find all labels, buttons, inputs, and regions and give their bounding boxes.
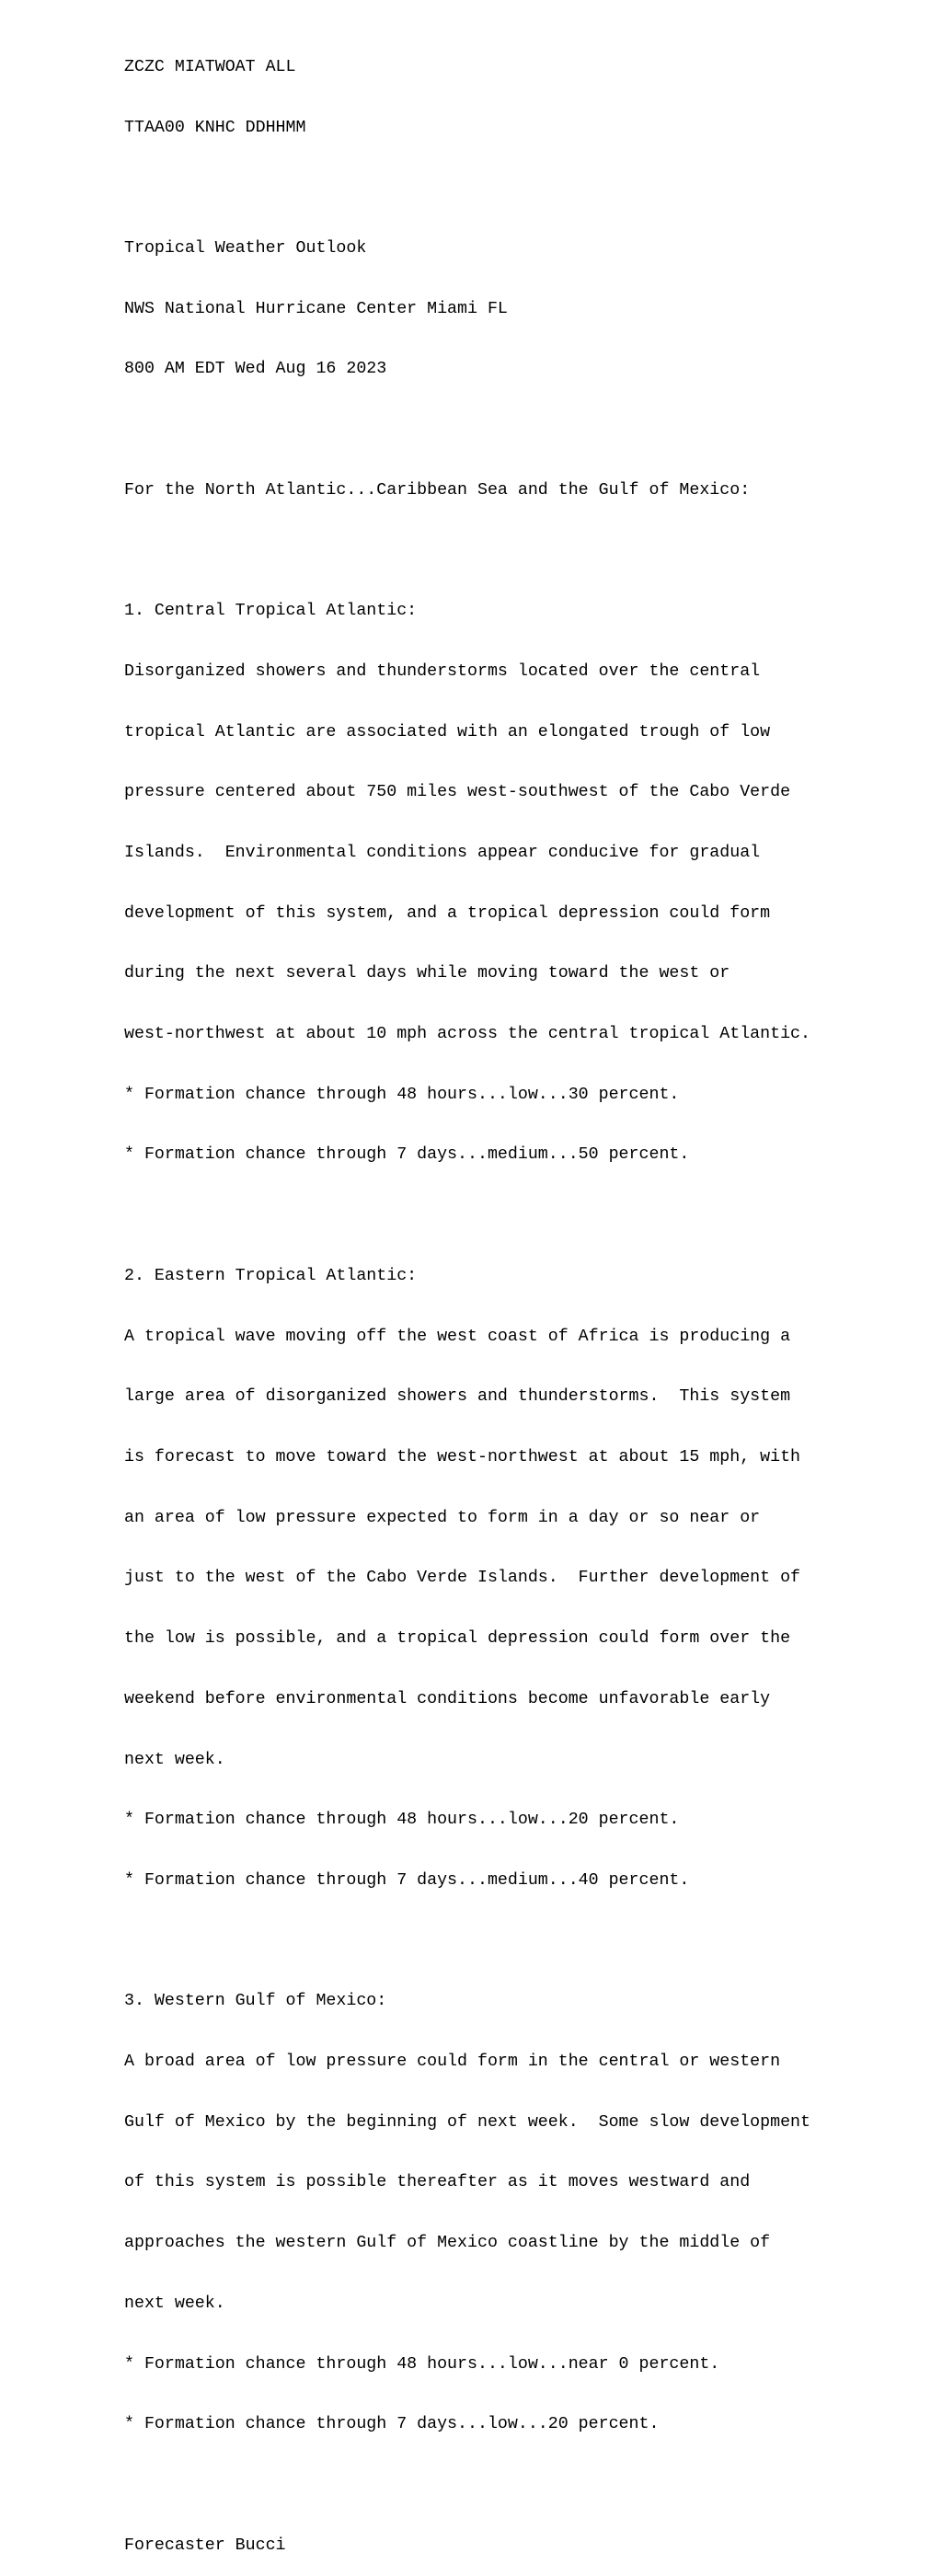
area-1-text: Disorganized showers and thunderstorms located over the central: [124, 661, 761, 681]
blank-line: [124, 2476, 934, 2496]
area-1-text: pressure centered about 750 miles west-southwest of the Cabo Verde: [124, 783, 791, 802]
area-1-text: west-northwest at about 10 mph across the central tropical Atlantic.: [124, 1025, 810, 1044]
issue-time: 800 AM EDT Wed Aug 16 2023: [124, 360, 387, 379]
area-2-text: an area of low pressure expected to form in a day or so near or: [124, 1508, 761, 1527]
area-3-text: Gulf of Mexico by the beginning of next week. Some slow development: [124, 2112, 810, 2132]
area-1-text: during the next several days while moving toward the west or: [124, 964, 730, 983]
blank-line: [124, 541, 934, 561]
area-2-text: just to the west of the Cabo Verde Islands. Further development of: [124, 1569, 801, 1588]
area-3-chance-7d: * Formation chance through 7 days...low...20 percent.: [124, 2415, 660, 2434]
issuing-office: NWS National Hurricane Center Miami FL: [124, 299, 508, 318]
area-2-chance-48h: * Formation chance through 48 hours...low...20 percent.: [124, 1811, 680, 1830]
blank-line: [124, 420, 934, 441]
area-2-text: is forecast to move toward the west-northwest at about 15 mph, with: [124, 1447, 801, 1466]
area-3-heading: 3. Western Gulf of Mexico:: [124, 1992, 387, 2011]
area-3-text: approaches the western Gulf of Mexico coastline by the middle of: [124, 2234, 771, 2253]
area-1-text: tropical Atlantic are associated with an elongated trough of low: [124, 722, 771, 742]
area-2-text: large area of disorganized showers and thunderstorms. This system: [124, 1387, 791, 1407]
blank-line: [124, 1206, 934, 1226]
area-2-text: the low is possible, and a tropical depression could form over the: [124, 1629, 791, 1649]
area-2-text: A tropical wave moving off the west coast of Africa is producing a: [124, 1327, 791, 1346]
area-2-heading: 2. Eastern Tropical Atlantic:: [124, 1266, 418, 1285]
area-1-text: development of this system, and a tropical depression could form: [124, 903, 771, 923]
area-3-text: of this system is possible thereafter as it moves westward and: [124, 2173, 751, 2192]
outlook-text: [124, 17, 934, 2576]
area-1-text: Islands. Environmental conditions appear conducive for gradual: [124, 843, 761, 862]
area-3-text: A broad area of low pressure could form in the central or western: [124, 2053, 781, 2072]
area-1-chance-48h: * Formation chance through 48 hours...low...30 percent.: [124, 1085, 680, 1104]
blank-line: [124, 1932, 934, 1952]
document-title: Tropical Weather Outlook: [124, 238, 367, 258]
header-line: TTAA00 KNHC DDHHMM: [124, 118, 306, 137]
area-1-heading: 1. Central Tropical Atlantic:: [124, 602, 418, 621]
area-2-text: weekend before environmental conditions become unfavorable early: [124, 1689, 771, 1708]
area-2-text: next week.: [124, 1750, 225, 1769]
area-1-chance-7d: * Formation chance through 7 days...medium...50 percent.: [124, 1145, 690, 1165]
area-3-chance-48h: * Formation chance through 48 hours...low...near 0 percent.: [124, 2354, 720, 2374]
forecaster-signature: Forecaster Bucci: [124, 2536, 286, 2555]
area-3-text: next week.: [124, 2294, 225, 2313]
area-2-chance-7d: * Formation chance through 7 days...medium...40 percent.: [124, 1870, 690, 1890]
region-heading: For the North Atlantic...Caribbean Sea and the Gulf of Mexico:: [124, 480, 751, 500]
header-line: ZCZC MIATWOAT ALL: [124, 57, 296, 76]
blank-line: [124, 178, 934, 199]
